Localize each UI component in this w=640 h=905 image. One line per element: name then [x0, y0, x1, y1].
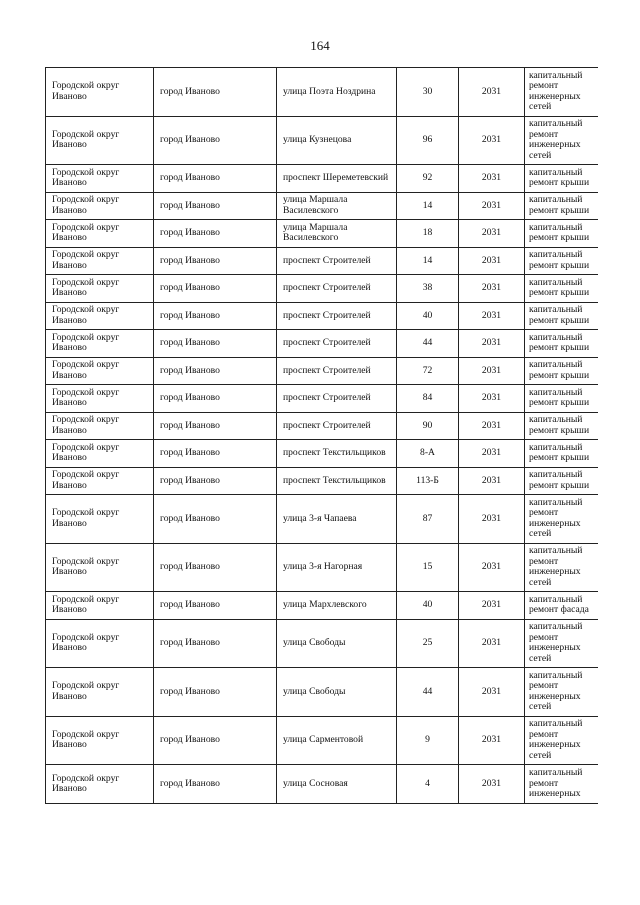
district-cell: Городской округ Иваново	[46, 716, 154, 765]
house-number-cell: 92	[397, 165, 459, 193]
district-cell: Городской округ Иваново	[46, 440, 154, 468]
house-number-cell: 72	[397, 357, 459, 385]
year-cell: 2031	[459, 440, 525, 468]
year-cell: 2031	[459, 467, 525, 495]
year-cell: 2031	[459, 247, 525, 275]
city-cell: город Иваново	[154, 192, 277, 220]
work-type-cell: капитальный ремонт крыши	[525, 357, 599, 385]
city-cell: город Иваново	[154, 412, 277, 440]
street-cell: проспект Строителей	[277, 275, 397, 303]
city-cell: город Иваново	[154, 592, 277, 620]
work-type-cell: капитальный ремонт крыши	[525, 247, 599, 275]
table-row	[46, 385, 599, 413]
district-cell: Городской округ Иваново	[46, 668, 154, 717]
work-type-cell: капитальный ремонт крыши	[525, 385, 599, 413]
table-row	[46, 192, 599, 220]
table-row	[46, 495, 599, 544]
street-cell: проспект Строителей	[277, 357, 397, 385]
district-cell: Городской округ Иваново	[46, 357, 154, 385]
street-cell: проспект Строителей	[277, 412, 397, 440]
street-cell: проспект Строителей	[277, 330, 397, 358]
table-row	[46, 592, 599, 620]
district-cell: Городской округ Иваново	[46, 302, 154, 330]
house-number-cell: 25	[397, 619, 459, 668]
table-row	[46, 220, 599, 248]
table-row	[46, 330, 599, 358]
table-row	[46, 357, 599, 385]
city-cell: город Иваново	[154, 765, 277, 804]
street-cell: улица Мархлевского	[277, 592, 397, 620]
work-type-cell: капитальный ремонт крыши	[525, 220, 599, 248]
house-number-cell: 15	[397, 543, 459, 592]
table-row	[46, 716, 599, 765]
work-type-cell: капитальный ремонт крыши	[525, 302, 599, 330]
street-cell: улица Сосновая	[277, 765, 397, 804]
work-type-cell: капитальный ремонт инженерных сетей	[525, 68, 599, 117]
year-cell: 2031	[459, 385, 525, 413]
city-cell: город Иваново	[154, 668, 277, 717]
work-type-cell: капитальный ремонт фасада	[525, 592, 599, 620]
year-cell: 2031	[459, 165, 525, 193]
district-cell: Городской округ Иваново	[46, 467, 154, 495]
district-cell: Городской округ Иваново	[46, 330, 154, 358]
city-cell: город Иваново	[154, 116, 277, 165]
page-number: 164	[310, 38, 330, 53]
year-cell: 2031	[459, 68, 525, 117]
street-cell: проспект Текстильщиков	[277, 440, 397, 468]
work-type-cell: капитальный ремонт крыши	[525, 412, 599, 440]
house-number-cell: 38	[397, 275, 459, 303]
street-cell: проспект Шереметевский	[277, 165, 397, 193]
work-type-cell: капитальный ремонт инженерных сетей	[525, 716, 599, 765]
district-cell: Городской округ Иваново	[46, 543, 154, 592]
district-cell: Городской округ Иваново	[46, 385, 154, 413]
table-row	[46, 619, 599, 668]
year-cell: 2031	[459, 192, 525, 220]
district-cell: Городской округ Иваново	[46, 765, 154, 804]
house-number-cell: 9	[397, 716, 459, 765]
house-number-cell: 96	[397, 116, 459, 165]
work-type-cell: капитальный ремонт крыши	[525, 440, 599, 468]
work-type-cell: капитальный ремонт инженерных сетей	[525, 668, 599, 717]
year-cell: 2031	[459, 302, 525, 330]
house-number-cell: 90	[397, 412, 459, 440]
street-cell: проспект Строителей	[277, 385, 397, 413]
table-body	[46, 68, 599, 804]
year-cell: 2031	[459, 716, 525, 765]
table-row	[46, 543, 599, 592]
district-cell: Городской округ Иваново	[46, 116, 154, 165]
city-cell: город Иваново	[154, 440, 277, 468]
house-number-cell: 44	[397, 330, 459, 358]
year-cell: 2031	[459, 592, 525, 620]
district-cell: Городской округ Иваново	[46, 495, 154, 544]
house-number-cell: 18	[397, 220, 459, 248]
district-cell: Городской округ Иваново	[46, 275, 154, 303]
house-number-cell: 40	[397, 592, 459, 620]
house-number-cell: 84	[397, 385, 459, 413]
street-cell: улица Поэта Ноздрина	[277, 68, 397, 117]
district-cell: Городской округ Иваново	[46, 247, 154, 275]
work-type-cell: капитальный ремонт крыши	[525, 275, 599, 303]
city-cell: город Иваново	[154, 220, 277, 248]
street-cell: проспект Строителей	[277, 302, 397, 330]
table-row	[46, 116, 599, 165]
table-row	[46, 412, 599, 440]
work-type-cell: капитальный ремонт крыши	[525, 330, 599, 358]
year-cell: 2031	[459, 330, 525, 358]
city-cell: город Иваново	[154, 330, 277, 358]
house-number-cell: 44	[397, 668, 459, 717]
city-cell: город Иваново	[154, 619, 277, 668]
district-cell: Городской округ Иваново	[46, 68, 154, 117]
city-cell: город Иваново	[154, 467, 277, 495]
year-cell: 2031	[459, 543, 525, 592]
work-type-cell: капитальный ремонт инженерных сетей	[525, 495, 599, 544]
house-number-cell: 4	[397, 765, 459, 804]
street-cell: улица Свободы	[277, 619, 397, 668]
house-number-cell: 30	[397, 68, 459, 117]
year-cell: 2031	[459, 412, 525, 440]
year-cell: 2031	[459, 495, 525, 544]
year-cell: 2031	[459, 220, 525, 248]
work-type-cell: капитальный ремонт инженерных	[525, 765, 599, 804]
work-type-cell: капитальный ремонт крыши	[525, 467, 599, 495]
city-cell: город Иваново	[154, 247, 277, 275]
street-cell: улица 3-я Нагорная	[277, 543, 397, 592]
table-row	[46, 68, 599, 117]
work-type-cell: капитальный ремонт крыши	[525, 165, 599, 193]
street-cell: проспект Текстильщиков	[277, 467, 397, 495]
city-cell: город Иваново	[154, 716, 277, 765]
city-cell: город Иваново	[154, 385, 277, 413]
table-row	[46, 440, 599, 468]
table-row	[46, 467, 599, 495]
street-cell: улица Сарментовой	[277, 716, 397, 765]
table-container	[45, 67, 598, 838]
table-row	[46, 668, 599, 717]
district-cell: Городской округ Иваново	[46, 165, 154, 193]
house-number-cell: 113-Б	[397, 467, 459, 495]
house-number-cell: 8-А	[397, 440, 459, 468]
table-row	[46, 165, 599, 193]
table-row	[46, 275, 599, 303]
district-cell: Городской округ Иваново	[46, 619, 154, 668]
district-cell: Городской округ Иваново	[46, 192, 154, 220]
district-cell: Городской округ Иваново	[46, 592, 154, 620]
city-cell: город Иваново	[154, 68, 277, 117]
street-cell: улица Свободы	[277, 668, 397, 717]
street-cell: улица Маршала Василевского	[277, 192, 397, 220]
street-cell: улица Маршала Василевского	[277, 220, 397, 248]
table-row	[46, 302, 599, 330]
house-number-cell: 14	[397, 192, 459, 220]
street-cell: улица 3-я Чапаева	[277, 495, 397, 544]
house-number-cell: 87	[397, 495, 459, 544]
house-number-cell: 40	[397, 302, 459, 330]
work-type-cell: капитальный ремонт крыши	[525, 192, 599, 220]
work-type-cell: капитальный ремонт инженерных сетей	[525, 116, 599, 165]
district-cell: Городской округ Иваново	[46, 412, 154, 440]
city-cell: город Иваново	[154, 275, 277, 303]
year-cell: 2031	[459, 357, 525, 385]
repair-schedule-table	[45, 67, 598, 804]
year-cell: 2031	[459, 765, 525, 804]
city-cell: город Иваново	[154, 543, 277, 592]
table-row	[46, 765, 599, 804]
house-number-cell: 14	[397, 247, 459, 275]
year-cell: 2031	[459, 619, 525, 668]
district-cell: Городской округ Иваново	[46, 220, 154, 248]
street-cell: проспект Строителей	[277, 247, 397, 275]
year-cell: 2031	[459, 668, 525, 717]
year-cell: 2031	[459, 116, 525, 165]
table-row	[46, 247, 599, 275]
city-cell: город Иваново	[154, 302, 277, 330]
city-cell: город Иваново	[154, 495, 277, 544]
city-cell: город Иваново	[154, 165, 277, 193]
year-cell: 2031	[459, 275, 525, 303]
work-type-cell: капитальный ремонт инженерных сетей	[525, 619, 599, 668]
work-type-cell: капитальный ремонт инженерных сетей	[525, 543, 599, 592]
street-cell: улица Кузнецова	[277, 116, 397, 165]
city-cell: город Иваново	[154, 357, 277, 385]
